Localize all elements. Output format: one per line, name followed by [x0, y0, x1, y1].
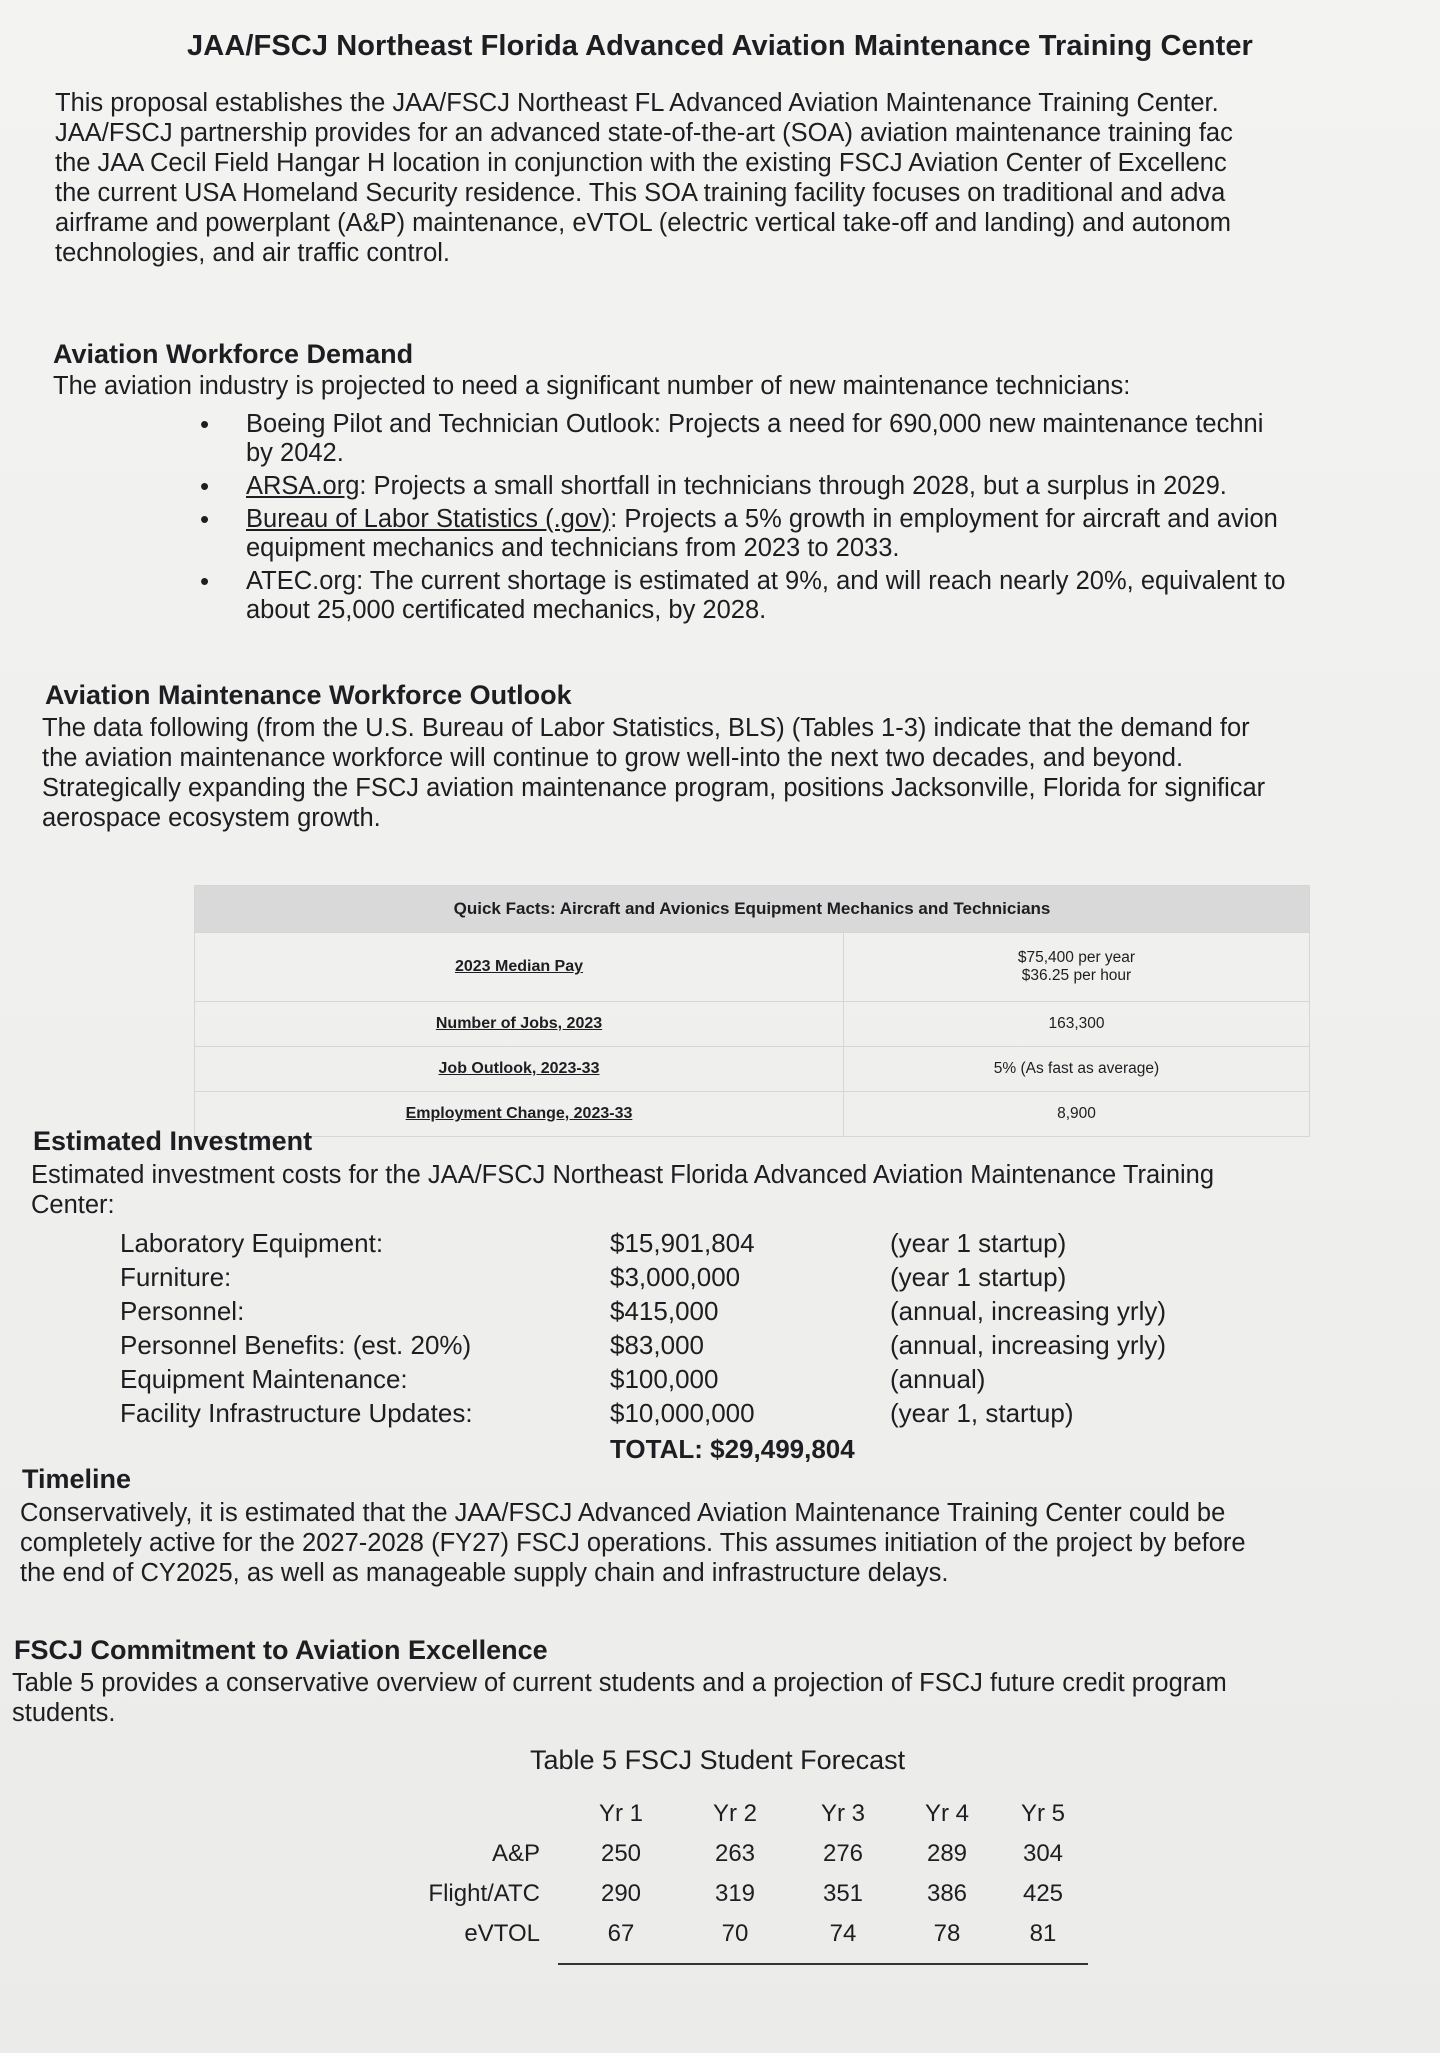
commitment-paragraph: [12, 1668, 1227, 1728]
quick-facts-value: 163,300: [844, 1002, 1310, 1047]
workforce-demand-lead: The aviation industry is projected to need a significant number of new maintenance technicians:: [53, 372, 1131, 400]
intro-paragraph: [55, 88, 1233, 268]
quick-facts-label[interactable]: Job Outlook, 2023-33: [195, 1047, 844, 1092]
row-label: Flight/ATC: [428, 1880, 540, 1907]
column-header: Yr 5: [1020, 1800, 1065, 1827]
column-header: Yr 3: [820, 1800, 865, 1827]
table-row: [195, 1047, 1310, 1092]
column-header: Yr 1: [598, 1800, 643, 1827]
bls-link[interactable]: Bureau of Labor Statistics (.gov): [246, 505, 611, 533]
investment-lead: [31, 1160, 1214, 1220]
text-line: Table 5 provides a conservative overview of current students and a projection of FSCJ future credit program: [12, 1669, 1227, 1697]
row-label: eVTOL: [464, 1920, 540, 1947]
quick-facts-header: Quick Facts: Aircraft and Avionics Equipment Mechanics and Technicians: [195, 886, 1310, 933]
text-line: the current USA Homeland Security residence. This SOA training facility focuses on traditional and adva: [55, 179, 1226, 207]
quick-facts-label[interactable]: 2023 Median Pay: [195, 933, 844, 1002]
bullet-source: Boeing Pilot and Technician Outlook: [246, 410, 654, 438]
text-line: JAA/FSCJ partnership provides for an advanced state-of-the-art (SOA) aviation maintenance training fac: [55, 119, 1233, 147]
text-line: completely active for the 2027-2028 (FY27) FSCJ operations. This assumes initiation of the project by before: [20, 1529, 1246, 1557]
text-line: the JAA Cecil Field Hangar H location in conjunction with the existing FSCJ Aviation Center of Excellenc: [55, 149, 1227, 177]
text-line: The data following (from the U.S. Bureau of Labor Statistics, BLS) (Tables 1-3) indicate that the demand for: [42, 714, 1250, 742]
text-line: Estimated investment costs for the JAA/FSCJ Northeast Florida Advanced Aviation Maintenance Training: [31, 1161, 1215, 1189]
list-item: • Bureau of Labor Statistics (.gov): Projects a 5% growth in employment for aircraft and avion equipment mechanics and technicians from 2023 to 2033.: [200, 504, 1278, 562]
text-line: aerospace ecosystem growth.: [42, 804, 381, 832]
bullet-icon: •: [200, 504, 210, 534]
column-header: Yr 2: [712, 1800, 757, 1827]
arsa-link[interactable]: ARSA.org: [246, 472, 360, 500]
document-title: JAA/FSCJ Northeast Florida Advanced Aviation Maintenance Training Center: [187, 30, 1253, 62]
timeline-paragraph: [20, 1498, 1246, 1588]
table-row: [195, 1002, 1310, 1047]
bullet-icon: •: [200, 566, 210, 596]
document-page: JAA/FSCJ Northeast Florida Advanced Aviation Maintenance Training Center This proposal establishes the JAA/FSCJ Northeast FL Advanced Aviation Maintenance Training Center. JAA/FSCJ partnership provides for an advanced state-of-the-art (SOA) aviation maintenance training fac the JAA Cecil Field Hangar H location in conjunction with the existing FSCJ Aviation Center of Excellenc the current USA Homeland Security residence. This SOA training facility focuses on traditional and adva airframe and powerplant (A&P) maintenance, eVTOL (electric vertical take-off and landing) and autonom technologies, and air traffic control. Aviation Workforce Demand The aviation industry is projected to need a significant number of new maintenance technicians: • Boeing Pilot and Technician Outlook: Projects a need for 690,000 new maintenance techni by 2042. • ARSA.org: Projects a small shortfall in technicians through 2028, but a surplus in 2029. • Bureau of Labor Statistics (.gov): Projects a 5% growth in employment for aircraft and avion equipment mechanics and technicians from 2023 to 2033. • ATEC.org: The current shortage is estimated at 9%, and will reach nearly 20%, equivalent to about 25,000 certificated mechanics, by 2028. Aviation Maintenance Workforce Outlook The data following (from the U.S. Bureau of Labor Statistics, BLS) (Tables 1-3) indicate that the demand for the aviation maintenance workforce will continue to grow well-into the next two decades, and beyond. Strategically expanding the FSCJ aviation maintenance program, positions Jacksonville, Florida for significar aerospace ecosystem growth. Quick Facts: Aircraft and Avionics Equipment Mechanics and Technicians 2023 Median Pay $75,400 per year $36.25 per hour Number of Jobs, 2023 163,300 Job Outlook, 2023-33 5% (As fast as average) Employment Change, 2023-33 8,900 Estimated Investment Estimated investment costs for the JAA/FSCJ Northeast Florida Advanced Aviation Maintenance Training Center: Laboratory Equipment: $15,901,804 (year 1 startup) Furniture: $3,000,000 (year 1 startup) Personnel: $415,000 (annual, increasing yrly) Personnel Benefits: (est. 20%) $83,000 (annual, increasing yrly) Equipment Maintenance: $100,000 (annual) Facility Infrastructure Updates: $10,000,000 (year 1, startup) TOTAL: $29,499,804 Timeline Conservatively, it is estimated that the JAA/FSCJ Advanced Aviation Maintenance Training Center could be completely active for the 2027-2028 (FY27) FSCJ operations. This assumes initiation of the project by before the end of CY2025, as well as manageable supply chain and infrastructure delays. FSCJ Commitment to Aviation Excellence Table 5 provides a conservative overview of current students and a projection of FSCJ future credit program students. Table 5 FSCJ Student Forecast Yr 1 Yr 2 Yr 3 Yr 4 Yr 5 A&P 250 263 276 289 304 Flight/ATC 290 319 351 386 425 eVTOL 67 70 74 78 81: [0, 0, 1440, 2053]
outlook-paragraph: [42, 713, 1265, 833]
investment-total: TOTAL: $29,499,804: [610, 1434, 855, 1464]
list-item: • ARSA.org: Projects a small shortfall in technicians through 2028, but a surplus in 2029.: [200, 471, 1227, 501]
text-line: the aviation maintenance workforce will continue to grow well-into the next two decades, and beyond.: [42, 744, 1184, 772]
row-label: A&P: [491, 1840, 540, 1867]
list-item: • Boeing Pilot and Technician Outlook: Projects a need for 690,000 new maintenance techni by 2042.: [200, 409, 1264, 467]
text-line: technologies, and air traffic control.: [55, 239, 451, 267]
section-heading-timeline: Timeline: [22, 1464, 132, 1494]
quick-facts-label[interactable]: Number of Jobs, 2023: [195, 1002, 844, 1047]
table-rule: [558, 1963, 1088, 1965]
column-header: Yr 4: [924, 1800, 969, 1827]
text-line: students.: [12, 1699, 116, 1727]
bullet-list: [190, 410, 1285, 629]
quick-facts-label[interactable]: Employment Change, 2023-33: [195, 1092, 844, 1137]
bullet-icon: •: [200, 409, 210, 439]
section-heading-investment: Estimated Investment: [33, 1126, 313, 1156]
quick-facts-value: $75,400 per year $36.25 per hour: [844, 933, 1310, 1002]
text-line: the end of CY2025, as well as manageable supply chain and infrastructure delays.: [20, 1559, 949, 1587]
text-line: Strategically expanding the FSCJ aviation maintenance program, positions Jacksonville, Florida for significar: [42, 774, 1266, 802]
bullet-icon: •: [200, 471, 210, 501]
text-line: This proposal establishes the JAA/FSCJ Northeast FL Advanced Aviation Maintenance Training Center.: [55, 89, 1219, 117]
table-row: [195, 933, 1310, 1002]
list-item: • ATEC.org: The current shortage is estimated at 9%, and will reach nearly 20%, equivalent to about 25,000 certificated mechanics, by 2028.: [200, 566, 1286, 624]
table5-caption: Table 5 FSCJ Student Forecast: [530, 1745, 906, 1775]
section-heading-commitment: FSCJ Commitment to Aviation Excellence: [14, 1635, 548, 1665]
bullet-source: ATEC.org: [246, 567, 357, 595]
quick-facts-table: [194, 885, 1310, 1137]
text-line: airframe and powerplant (A&P) maintenance, eVTOL (electric vertical take-off and landing) and autonom: [55, 209, 1231, 237]
text-line: Conservatively, it is estimated that the JAA/FSCJ Advanced Aviation Maintenance Training Center could be: [20, 1499, 1226, 1527]
section-heading-workforce-demand: Aviation Workforce Demand: [53, 339, 414, 369]
section-heading-outlook: Aviation Maintenance Workforce Outlook: [45, 680, 572, 710]
table-row: [195, 1092, 1310, 1137]
quick-facts-value: 5% (As fast as average): [844, 1047, 1310, 1092]
text-line: Center:: [31, 1191, 115, 1219]
quick-facts-value: 8,900: [844, 1092, 1310, 1137]
